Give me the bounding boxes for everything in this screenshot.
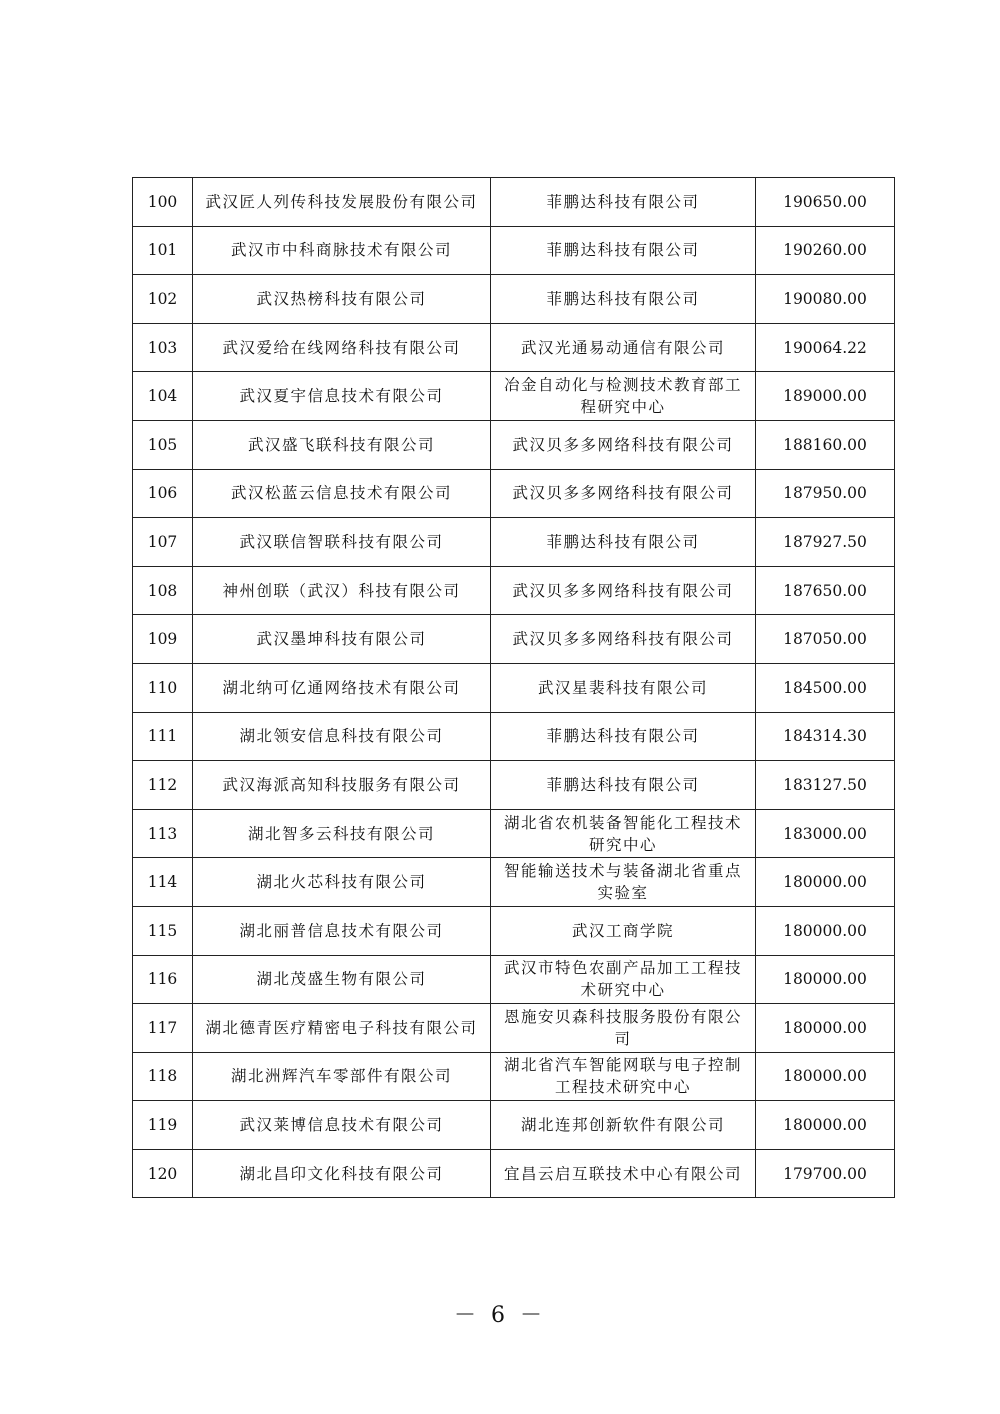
row-index-cell: 105 — [133, 420, 193, 469]
amount-cell: 180000.00 — [756, 955, 895, 1004]
party-a-cell: 武汉爱给在线网络科技有限公司 — [193, 323, 491, 372]
party-a-cell: 湖北丽普信息技术有限公司 — [193, 906, 491, 955]
table-row — [133, 469, 895, 518]
party-b-cell: 武汉市特色农副产品加工工程技术研究中心 — [491, 955, 756, 1004]
row-index-cell: 116 — [133, 955, 193, 1004]
amount-cell: 187950.00 — [756, 469, 895, 518]
party-b-cell: 冶金自动化与检测技术教育部工程研究中心 — [491, 372, 756, 421]
party-a-cell: 武汉夏宇信息技术有限公司 — [193, 372, 491, 421]
table-row — [133, 615, 895, 664]
party-a-cell: 湖北洲辉汽车零部件有限公司 — [193, 1052, 491, 1101]
party-a-cell: 湖北智多云科技有限公司 — [193, 809, 491, 858]
party-a-cell: 武汉热榜科技有限公司 — [193, 275, 491, 324]
party-a-cell: 湖北茂盛生物有限公司 — [193, 955, 491, 1004]
row-index-cell: 100 — [133, 178, 193, 227]
party-a-cell: 神州创联（武汉）科技有限公司 — [193, 566, 491, 615]
table-row — [133, 420, 895, 469]
table-row — [133, 761, 895, 810]
amount-cell: 187650.00 — [756, 566, 895, 615]
party-a-cell: 湖北纳可亿通网络技术有限公司 — [193, 663, 491, 712]
party-b-cell: 武汉贝多多网络科技有限公司 — [491, 566, 756, 615]
row-index-cell: 119 — [133, 1101, 193, 1150]
table-row — [133, 1052, 895, 1101]
party-b-cell: 湖北连邦创新软件有限公司 — [491, 1101, 756, 1150]
party-b-cell: 湖北省农机装备智能化工程技术研究中心 — [491, 809, 756, 858]
table-row — [133, 1004, 895, 1053]
party-b-cell: 宜昌云启互联技术中心有限公司 — [491, 1149, 756, 1198]
party-a-cell: 湖北火芯科技有限公司 — [193, 858, 491, 907]
table-row — [133, 518, 895, 567]
table-row — [133, 1149, 895, 1198]
row-index-cell: 101 — [133, 226, 193, 275]
party-b-cell: 菲鹏达科技有限公司 — [491, 226, 756, 275]
row-index-cell: 114 — [133, 858, 193, 907]
page-number: － 6 － — [454, 1303, 546, 1328]
party-b-cell: 菲鹏达科技有限公司 — [491, 275, 756, 324]
amount-cell: 180000.00 — [756, 858, 895, 907]
amount-cell: 180000.00 — [756, 1004, 895, 1053]
party-b-cell: 武汉贝多多网络科技有限公司 — [491, 469, 756, 518]
amount-cell: 187050.00 — [756, 615, 895, 664]
amount-cell: 184314.30 — [756, 712, 895, 761]
row-index-cell: 112 — [133, 761, 193, 810]
party-a-cell: 湖北领安信息科技有限公司 — [193, 712, 491, 761]
row-index-cell: 107 — [133, 518, 193, 567]
party-b-cell: 武汉星裴科技有限公司 — [491, 663, 756, 712]
party-b-cell: 菲鹏达科技有限公司 — [491, 178, 756, 227]
table-row — [133, 275, 895, 324]
amount-cell: 183127.50 — [756, 761, 895, 810]
party-b-cell: 武汉贝多多网络科技有限公司 — [491, 420, 756, 469]
amount-cell: 190260.00 — [756, 226, 895, 275]
row-index-cell: 103 — [133, 323, 193, 372]
amount-cell: 184500.00 — [756, 663, 895, 712]
table-row — [133, 323, 895, 372]
amount-cell: 187927.50 — [756, 518, 895, 567]
party-a-cell: 武汉盛飞联科技有限公司 — [193, 420, 491, 469]
row-index-cell: 110 — [133, 663, 193, 712]
amount-cell: 180000.00 — [756, 906, 895, 955]
table-row — [133, 372, 895, 421]
table-row — [133, 178, 895, 227]
party-a-cell: 武汉莱博信息技术有限公司 — [193, 1101, 491, 1150]
amount-cell: 190080.00 — [756, 275, 895, 324]
amount-cell: 179700.00 — [756, 1149, 895, 1198]
table-row — [133, 1101, 895, 1150]
table-row — [133, 663, 895, 712]
amount-cell: 188160.00 — [756, 420, 895, 469]
amount-cell: 183000.00 — [756, 809, 895, 858]
table-row — [133, 566, 895, 615]
row-index-cell: 113 — [133, 809, 193, 858]
row-index-cell: 117 — [133, 1004, 193, 1053]
amount-cell: 190650.00 — [756, 178, 895, 227]
party-b-cell: 菲鹏达科技有限公司 — [491, 712, 756, 761]
row-index-cell: 111 — [133, 712, 193, 761]
table-body — [133, 178, 895, 1198]
amount-cell: 189000.00 — [756, 372, 895, 421]
party-b-cell: 武汉光通易动通信有限公司 — [491, 323, 756, 372]
contracts-table — [132, 177, 895, 1198]
table-row — [133, 858, 895, 907]
party-a-cell: 武汉海派高知科技服务有限公司 — [193, 761, 491, 810]
party-a-cell: 武汉联信智联科技有限公司 — [193, 518, 491, 567]
row-index-cell: 106 — [133, 469, 193, 518]
party-a-cell: 武汉市中科商脉技术有限公司 — [193, 226, 491, 275]
row-index-cell: 120 — [133, 1149, 193, 1198]
party-b-cell: 智能输送技术与装备湖北省重点实验室 — [491, 858, 756, 907]
row-index-cell: 108 — [133, 566, 193, 615]
party-b-cell: 菲鹏达科技有限公司 — [491, 518, 756, 567]
row-index-cell: 109 — [133, 615, 193, 664]
table-row — [133, 955, 895, 1004]
party-a-cell: 武汉匠人列传科技发展股份有限公司 — [193, 178, 491, 227]
party-a-cell: 湖北昌印文化科技有限公司 — [193, 1149, 491, 1198]
table-row — [133, 712, 895, 761]
row-index-cell: 115 — [133, 906, 193, 955]
row-index-cell: 118 — [133, 1052, 193, 1101]
party-b-cell: 恩施安贝森科技服务股份有限公司 — [491, 1004, 756, 1053]
table-row — [133, 809, 895, 858]
party-b-cell: 湖北省汽车智能网联与电子控制工程技术研究中心 — [491, 1052, 756, 1101]
row-index-cell: 104 — [133, 372, 193, 421]
amount-cell: 180000.00 — [756, 1052, 895, 1101]
amount-cell: 180000.00 — [756, 1101, 895, 1150]
party-a-cell: 武汉松蓝云信息技术有限公司 — [193, 469, 491, 518]
amount-cell: 190064.22 — [756, 323, 895, 372]
party-b-cell: 武汉贝多多网络科技有限公司 — [491, 615, 756, 664]
table-row — [133, 226, 895, 275]
party-b-cell: 武汉工商学院 — [491, 906, 756, 955]
party-a-cell: 湖北德青医疗精密电子科技有限公司 — [193, 1004, 491, 1053]
table-row — [133, 906, 895, 955]
party-a-cell: 武汉墨坤科技有限公司 — [193, 615, 491, 664]
party-b-cell: 菲鹏达科技有限公司 — [491, 761, 756, 810]
row-index-cell: 102 — [133, 275, 193, 324]
